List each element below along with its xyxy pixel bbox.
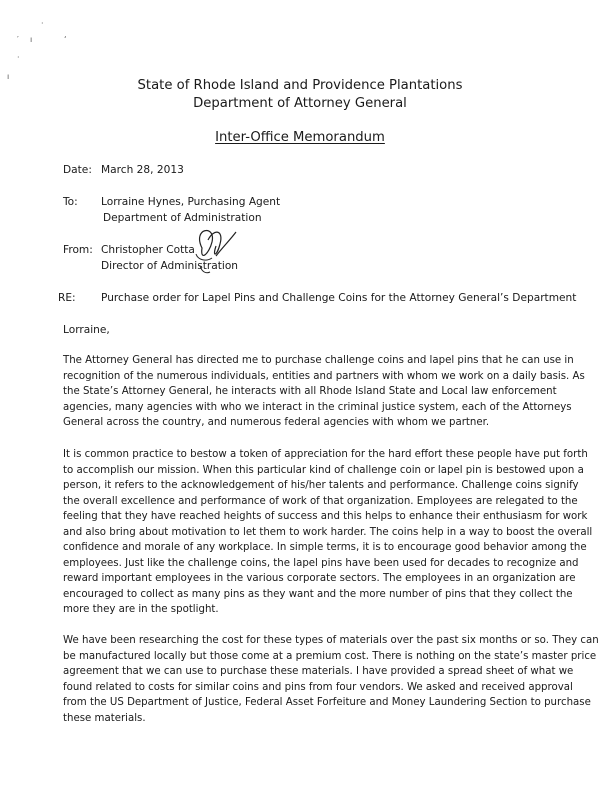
paragraph-line: employees. Just like the challenge coins, the lapel pins have been used for decades to recognize and [63,557,579,569]
date-label: Date: [63,164,92,176]
from-label: From: [63,244,93,256]
paragraph-line: and also bring about motivation to let them to work harder. The coins help in a way to boost the overall [63,526,593,538]
paragraph-2 [63,447,593,618]
paragraph-line: person, it refers to the acknowledgement of his/her talents and performance. Challenge coins signify [63,480,579,491]
memo-title [0,129,600,147]
department-name: Department of Attorney General [193,96,407,111]
paragraph-line: The Attorney General has directed me to purchase challenge coins and lapel pins that he can use in [63,355,574,366]
scan-speck: ‘ [64,35,67,44]
paragraph-line: the State’s Attorney General, he interacts with all Rhode Island State and Local law enforcement [63,386,557,397]
scan-speck: ı [30,35,33,44]
paragraph-line: more they are in the spotlight. [63,604,219,615]
paragraph-line: reward important employees in the various corporate sectors. The employees in an organization are [63,573,576,584]
re-label: RE: [58,292,76,304]
to-department: Department of Administration [103,212,262,224]
scan-speck: ı [7,72,10,81]
scan-speck: · [17,53,20,62]
paragraph-1 [63,353,585,431]
paragraph-line: agreement that we can use to purchase these materials. I have provided a spread sheet of what we [63,666,574,677]
paragraph-line: found related to costs for similar coins and pins from four vendors. We asked and received approval [63,681,573,693]
signature [172,218,247,280]
paragraph-line: agencies, many agencies with who we interact in the criminal justice system, each of the Attorneys [63,401,572,413]
paragraph-line: these materials. [63,712,146,724]
paragraph-line: We have been researching the cost for these types of materials over the past six months or so. They can [63,635,599,646]
scan-speck: · [41,19,44,28]
paragraph-line: feeling that they have reached heights of success and this helps to enhance their enthusiasm for work [63,511,588,522]
re-value: Purchase order for Lapel Pins and Challenge Coins for the Attorney General’s Department [101,292,577,304]
date-value: March 28, 2013 [101,164,184,176]
paragraph-3 [63,633,599,726]
memo-title-text: Inter-Office Memorandum [215,130,385,145]
from-value: Christopher Cotta [101,244,195,256]
from-title: Director of Administration [101,260,239,272]
paragraph-line: General across the country, and numerous federal agencies with whom we partner. [63,417,490,428]
paragraph-line: be manufactured locally but those come at a premium cost. There is nothing on the state’s master price [63,650,597,662]
salutation: Lorraine, [63,324,110,336]
paragraph-line: encouraged to collect as many pins as they want and the more number of pins that they collect the [63,588,573,600]
paragraph-line: It is common practice to bestow a token of appreciation for the hard effort these people have put forth [63,449,588,460]
scan-speck: ′ [17,35,19,44]
paragraph-line: confidence and morale of any workplace. In simple terms, it is to encourage good behavior among the [63,542,587,553]
paragraph-line: to accomplish our mission. When this particular kind of challenge coin or lapel pin is bestowed upon a [63,464,584,476]
paragraph-line: the overall excellence and performance of work of that organization. Employees are relegated to the [63,495,578,507]
paragraph-line: recognition of the numerous individuals, entities and partners with whom we work on a daily basis. As [63,370,585,382]
to-value: Lorraine Hynes, Purchasing Agent [101,196,281,208]
state-name: State of Rhode Island and Providence Plantations [137,78,463,93]
to-label: To: [63,196,78,208]
paragraph-line: from the US Department of Justice, Federal Asset Forfeiture and Money Laundering Section to purchase [63,697,591,708]
